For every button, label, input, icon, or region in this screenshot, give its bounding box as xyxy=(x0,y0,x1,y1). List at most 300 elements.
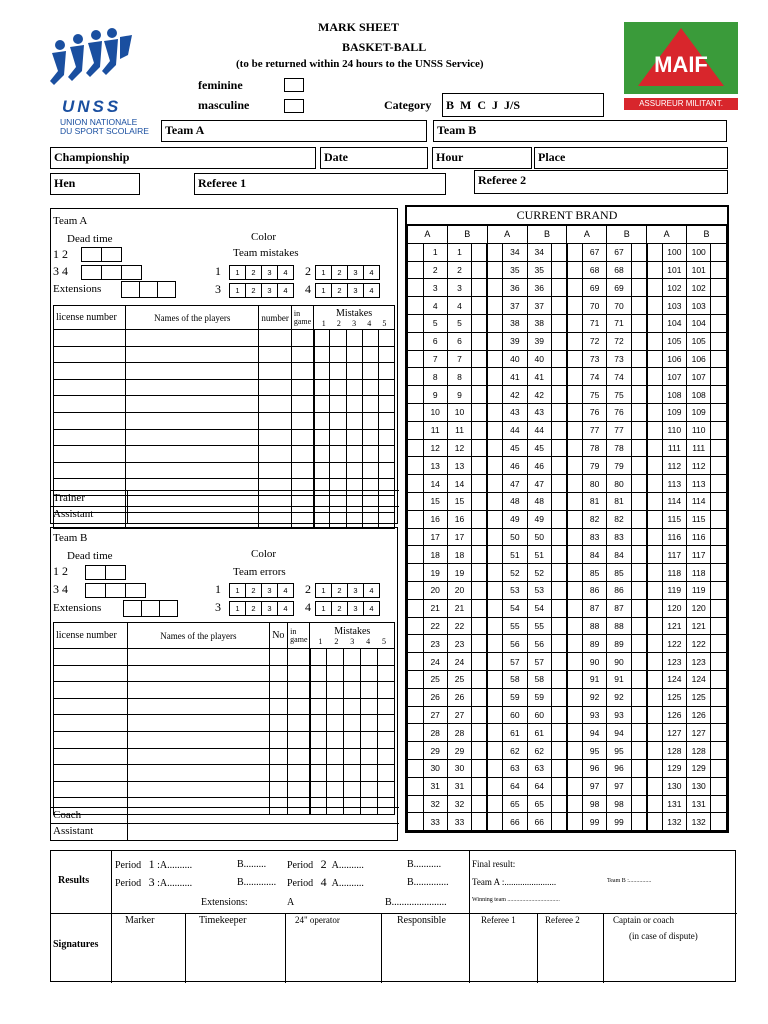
score-number[interactable]: 82 xyxy=(607,510,631,528)
score-mark-cell[interactable] xyxy=(487,653,503,671)
table-row[interactable] xyxy=(54,665,395,682)
table-row[interactable] xyxy=(54,781,395,798)
score-row[interactable] xyxy=(408,386,727,404)
score-number[interactable]: 57 xyxy=(503,653,527,671)
score-mark-cell[interactable] xyxy=(647,813,663,831)
score-mark-cell[interactable] xyxy=(487,795,503,813)
score-number[interactable]: 57 xyxy=(527,653,551,671)
score-number[interactable]: 40 xyxy=(527,350,551,368)
score-number[interactable]: 36 xyxy=(527,279,551,297)
score-row[interactable] xyxy=(408,706,727,724)
score-mark-cell[interactable] xyxy=(551,795,567,813)
score-mark-cell[interactable] xyxy=(631,635,647,653)
foul-box[interactable]: 1 xyxy=(316,584,332,598)
team-a-fouls-q1[interactable] xyxy=(229,265,294,280)
score-number[interactable]: 46 xyxy=(503,457,527,475)
score-row[interactable] xyxy=(408,635,727,653)
score-number[interactable]: 112 xyxy=(687,457,711,475)
score-mark-cell[interactable] xyxy=(487,670,503,688)
score-number[interactable]: 73 xyxy=(582,350,606,368)
score-mark-cell[interactable] xyxy=(631,332,647,350)
team-b-fouls-q1[interactable] xyxy=(229,583,294,598)
score-mark-cell[interactable] xyxy=(487,368,503,386)
score-number[interactable]: 12 xyxy=(423,439,447,457)
score-mark-cell[interactable] xyxy=(472,635,488,653)
score-number[interactable]: 74 xyxy=(582,368,606,386)
score-number[interactable]: 106 xyxy=(687,350,711,368)
score-number[interactable]: 96 xyxy=(582,759,606,777)
score-mark-cell[interactable] xyxy=(551,279,567,297)
team-b-roster[interactable] xyxy=(53,622,395,815)
score-number[interactable]: 17 xyxy=(423,528,447,546)
score-number[interactable]: 22 xyxy=(447,617,471,635)
score-mark-cell[interactable] xyxy=(711,439,727,457)
foul-box[interactable]: 2 xyxy=(246,584,262,598)
foul-box[interactable]: 1 xyxy=(316,602,332,616)
score-number[interactable]: 50 xyxy=(527,528,551,546)
score-number[interactable]: 79 xyxy=(607,457,631,475)
score-mark-cell[interactable] xyxy=(567,475,583,493)
extensions-b[interactable]: B...................... xyxy=(385,897,447,908)
score-number[interactable]: 94 xyxy=(607,724,631,742)
score-mark-cell[interactable] xyxy=(711,795,727,813)
score-mark-cell[interactable] xyxy=(472,777,488,795)
score-mark-cell[interactable] xyxy=(647,386,663,404)
score-number[interactable]: 115 xyxy=(662,510,686,528)
foul-box[interactable]: 2 xyxy=(332,284,348,298)
score-row[interactable] xyxy=(408,670,727,688)
score-number[interactable]: 90 xyxy=(607,653,631,671)
score-mark-cell[interactable] xyxy=(567,403,583,421)
score-mark-cell[interactable] xyxy=(408,386,424,404)
score-mark-cell[interactable] xyxy=(487,421,503,439)
score-mark-cell[interactable] xyxy=(551,546,567,564)
score-mark-cell[interactable] xyxy=(647,439,663,457)
score-number[interactable]: 67 xyxy=(607,243,631,261)
foul-box[interactable]: 1 xyxy=(230,602,246,616)
team-b-extension-boxes[interactable] xyxy=(123,600,178,617)
score-mark-cell[interactable] xyxy=(472,813,488,831)
score-mark-cell[interactable] xyxy=(647,332,663,350)
score-number[interactable]: 56 xyxy=(503,635,527,653)
score-mark-cell[interactable] xyxy=(408,332,424,350)
foul-box[interactable]: 4 xyxy=(278,284,294,298)
table-row[interactable] xyxy=(54,698,395,715)
score-mark-cell[interactable] xyxy=(487,386,503,404)
score-number[interactable]: 98 xyxy=(582,795,606,813)
score-mark-cell[interactable] xyxy=(551,386,567,404)
score-number[interactable]: 58 xyxy=(527,670,551,688)
score-mark-cell[interactable] xyxy=(631,261,647,279)
foul-box[interactable]: 2 xyxy=(246,284,262,298)
score-mark-cell[interactable] xyxy=(408,581,424,599)
score-mark-cell[interactable] xyxy=(472,759,488,777)
score-number[interactable]: 104 xyxy=(662,314,686,332)
score-mark-cell[interactable] xyxy=(472,403,488,421)
score-row[interactable] xyxy=(408,581,727,599)
table-row[interactable] xyxy=(54,429,395,446)
score-mark-cell[interactable] xyxy=(647,261,663,279)
score-number[interactable]: 100 xyxy=(687,243,711,261)
score-number[interactable]: 8 xyxy=(423,368,447,386)
score-number[interactable]: 68 xyxy=(582,261,606,279)
score-mark-cell[interactable] xyxy=(631,777,647,795)
hour-field[interactable]: Hour xyxy=(432,147,532,169)
team-b-fouls-q2[interactable] xyxy=(315,583,380,598)
team-b-timeout-34[interactable] xyxy=(85,583,146,598)
score-mark-cell[interactable] xyxy=(551,492,567,510)
score-mark-cell[interactable] xyxy=(647,297,663,315)
score-number[interactable]: 76 xyxy=(582,403,606,421)
score-mark-cell[interactable] xyxy=(487,279,503,297)
score-mark-cell[interactable] xyxy=(472,546,488,564)
score-mark-cell[interactable] xyxy=(487,599,503,617)
score-mark-cell[interactable] xyxy=(647,617,663,635)
score-number[interactable]: 62 xyxy=(503,742,527,760)
score-mark-cell[interactable] xyxy=(631,759,647,777)
score-mark-cell[interactable] xyxy=(472,314,488,332)
score-number[interactable]: 88 xyxy=(582,617,606,635)
score-number[interactable]: 89 xyxy=(582,635,606,653)
score-mark-cell[interactable] xyxy=(472,279,488,297)
score-number[interactable]: 91 xyxy=(607,670,631,688)
score-mark-cell[interactable] xyxy=(647,581,663,599)
score-mark-cell[interactable] xyxy=(551,350,567,368)
score-mark-cell[interactable] xyxy=(408,777,424,795)
score-mark-cell[interactable] xyxy=(711,724,727,742)
sig-timekeeper[interactable]: Timekeeper xyxy=(199,915,247,926)
score-mark-cell[interactable] xyxy=(472,439,488,457)
score-mark-cell[interactable] xyxy=(711,742,727,760)
score-mark-cell[interactable] xyxy=(408,670,424,688)
score-number[interactable]: 94 xyxy=(582,724,606,742)
score-number[interactable]: 21 xyxy=(423,599,447,617)
table-row[interactable] xyxy=(54,765,395,782)
score-mark-cell[interactable] xyxy=(647,279,663,297)
score-mark-cell[interactable] xyxy=(711,777,727,795)
score-mark-cell[interactable] xyxy=(567,332,583,350)
score-number[interactable]: 31 xyxy=(423,777,447,795)
score-row[interactable] xyxy=(408,510,727,528)
score-number[interactable]: 69 xyxy=(582,279,606,297)
score-mark-cell[interactable] xyxy=(408,421,424,439)
score-number[interactable]: 5 xyxy=(423,314,447,332)
score-number[interactable]: 121 xyxy=(687,617,711,635)
score-number[interactable]: 6 xyxy=(447,332,471,350)
score-mark-cell[interactable] xyxy=(647,403,663,421)
score-number[interactable]: 8 xyxy=(447,368,471,386)
score-mark-cell[interactable] xyxy=(472,457,488,475)
score-number[interactable]: 115 xyxy=(687,510,711,528)
score-mark-cell[interactable] xyxy=(408,403,424,421)
score-mark-cell[interactable] xyxy=(631,599,647,617)
score-number[interactable]: 61 xyxy=(527,724,551,742)
foul-box[interactable]: 3 xyxy=(348,284,364,298)
score-number[interactable]: 125 xyxy=(662,688,686,706)
score-mark-cell[interactable] xyxy=(631,243,647,261)
score-number[interactable]: 52 xyxy=(527,564,551,582)
score-number[interactable]: 65 xyxy=(503,795,527,813)
score-mark-cell[interactable] xyxy=(631,688,647,706)
score-number[interactable]: 1 xyxy=(423,243,447,261)
score-mark-cell[interactable] xyxy=(551,706,567,724)
score-number[interactable]: 44 xyxy=(527,421,551,439)
score-mark-cell[interactable] xyxy=(631,670,647,688)
score-mark-cell[interactable] xyxy=(631,439,647,457)
score-number[interactable]: 121 xyxy=(662,617,686,635)
score-number[interactable]: 4 xyxy=(447,297,471,315)
score-number[interactable]: 88 xyxy=(607,617,631,635)
score-number[interactable]: 111 xyxy=(662,439,686,457)
score-number[interactable]: 77 xyxy=(607,421,631,439)
score-row[interactable] xyxy=(408,564,727,582)
score-number[interactable]: 23 xyxy=(423,635,447,653)
score-mark-cell[interactable] xyxy=(647,510,663,528)
sig-referee2[interactable]: Referee 2 xyxy=(545,915,580,925)
score-mark-cell[interactable] xyxy=(551,403,567,421)
score-mark-cell[interactable] xyxy=(631,795,647,813)
score-number[interactable]: 11 xyxy=(447,421,471,439)
score-mark-cell[interactable] xyxy=(487,261,503,279)
score-number[interactable]: 118 xyxy=(687,564,711,582)
score-mark-cell[interactable] xyxy=(551,314,567,332)
score-number[interactable]: 19 xyxy=(423,564,447,582)
score-number[interactable]: 106 xyxy=(662,350,686,368)
score-mark-cell[interactable] xyxy=(567,617,583,635)
foul-box[interactable]: 4 xyxy=(364,284,380,298)
score-number[interactable]: 65 xyxy=(527,795,551,813)
score-row[interactable] xyxy=(408,688,727,706)
score-mark-cell[interactable] xyxy=(408,492,424,510)
score-number[interactable]: 117 xyxy=(662,546,686,564)
team-b-timeout-12[interactable] xyxy=(85,565,126,580)
score-number[interactable]: 7 xyxy=(447,350,471,368)
score-mark-cell[interactable] xyxy=(487,314,503,332)
score-mark-cell[interactable] xyxy=(711,706,727,724)
score-number[interactable]: 124 xyxy=(662,670,686,688)
score-mark-cell[interactable] xyxy=(408,635,424,653)
score-row[interactable] xyxy=(408,297,727,315)
score-number[interactable]: 113 xyxy=(687,475,711,493)
score-number[interactable]: 86 xyxy=(607,581,631,599)
score-number[interactable]: 63 xyxy=(503,759,527,777)
score-mark-cell[interactable] xyxy=(408,813,424,831)
foul-box[interactable]: 2 xyxy=(332,266,348,280)
score-number[interactable]: 77 xyxy=(582,421,606,439)
score-number[interactable]: 126 xyxy=(662,706,686,724)
score-mark-cell[interactable] xyxy=(408,475,424,493)
score-mark-cell[interactable] xyxy=(711,368,727,386)
score-number[interactable]: 9 xyxy=(423,386,447,404)
score-mark-cell[interactable] xyxy=(551,777,567,795)
score-mark-cell[interactable] xyxy=(408,457,424,475)
score-mark-cell[interactable] xyxy=(551,599,567,617)
score-number[interactable]: 63 xyxy=(527,759,551,777)
score-mark-cell[interactable] xyxy=(711,759,727,777)
sig-referee1[interactable]: Referee 1 xyxy=(481,915,516,925)
score-row[interactable] xyxy=(408,528,727,546)
score-number[interactable]: 87 xyxy=(582,599,606,617)
score-number[interactable]: 95 xyxy=(582,742,606,760)
score-number[interactable]: 12 xyxy=(447,439,471,457)
score-number[interactable]: 73 xyxy=(607,350,631,368)
score-number[interactable]: 30 xyxy=(447,759,471,777)
score-number[interactable]: 59 xyxy=(527,688,551,706)
score-mark-cell[interactable] xyxy=(487,510,503,528)
score-mark-cell[interactable] xyxy=(551,617,567,635)
score-mark-cell[interactable] xyxy=(487,813,503,831)
score-mark-cell[interactable] xyxy=(472,564,488,582)
table-row[interactable] xyxy=(54,446,395,463)
score-mark-cell[interactable] xyxy=(711,421,727,439)
score-mark-cell[interactable] xyxy=(487,528,503,546)
score-mark-cell[interactable] xyxy=(551,653,567,671)
score-mark-cell[interactable] xyxy=(567,492,583,510)
score-number[interactable]: 21 xyxy=(447,599,471,617)
final-team-b[interactable]: Team B :............... xyxy=(607,878,652,884)
foul-box[interactable]: 4 xyxy=(364,584,380,598)
score-number[interactable]: 76 xyxy=(607,403,631,421)
score-mark-cell[interactable] xyxy=(567,813,583,831)
score-row[interactable] xyxy=(408,243,727,261)
score-mark-cell[interactable] xyxy=(408,350,424,368)
score-mark-cell[interactable] xyxy=(711,581,727,599)
score-mark-cell[interactable] xyxy=(487,742,503,760)
score-number[interactable]: 104 xyxy=(687,314,711,332)
score-number[interactable]: 40 xyxy=(503,350,527,368)
score-mark-cell[interactable] xyxy=(551,261,567,279)
score-mark-cell[interactable] xyxy=(472,617,488,635)
score-mark-cell[interactable] xyxy=(472,742,488,760)
place-field[interactable]: Place xyxy=(534,147,728,169)
score-mark-cell[interactable] xyxy=(408,759,424,777)
score-mark-cell[interactable] xyxy=(472,243,488,261)
team-b-fouls-q3[interactable] xyxy=(229,601,294,616)
score-number[interactable]: 39 xyxy=(527,332,551,350)
score-number[interactable]: 95 xyxy=(607,742,631,760)
score-mark-cell[interactable] xyxy=(647,777,663,795)
score-number[interactable]: 71 xyxy=(582,314,606,332)
score-number[interactable]: 78 xyxy=(607,439,631,457)
score-mark-cell[interactable] xyxy=(487,688,503,706)
score-mark-cell[interactable] xyxy=(567,759,583,777)
score-number[interactable]: 48 xyxy=(527,492,551,510)
score-number[interactable]: 109 xyxy=(662,403,686,421)
foul-box[interactable]: 4 xyxy=(364,266,380,280)
score-mark-cell[interactable] xyxy=(647,457,663,475)
score-mark-cell[interactable] xyxy=(711,279,727,297)
score-mark-cell[interactable] xyxy=(408,528,424,546)
score-number[interactable]: 96 xyxy=(607,759,631,777)
score-mark-cell[interactable] xyxy=(472,492,488,510)
period-2-b[interactable]: B........... xyxy=(407,859,442,870)
score-mark-cell[interactable] xyxy=(408,261,424,279)
score-number[interactable]: 87 xyxy=(607,599,631,617)
score-number[interactable]: 47 xyxy=(503,475,527,493)
table-row[interactable] xyxy=(54,748,395,765)
score-number[interactable]: 14 xyxy=(423,475,447,493)
foul-box[interactable]: 2 xyxy=(332,602,348,616)
score-number[interactable]: 92 xyxy=(607,688,631,706)
score-mark-cell[interactable] xyxy=(408,795,424,813)
foul-box[interactable]: 1 xyxy=(230,266,246,280)
score-mark-cell[interactable] xyxy=(647,759,663,777)
score-number[interactable]: 127 xyxy=(662,724,686,742)
score-mark-cell[interactable] xyxy=(711,510,727,528)
score-mark-cell[interactable] xyxy=(711,546,727,564)
foul-box[interactable]: 3 xyxy=(262,266,278,280)
score-mark-cell[interactable] xyxy=(408,564,424,582)
score-mark-cell[interactable] xyxy=(472,297,488,315)
score-number[interactable]: 81 xyxy=(582,492,606,510)
score-number[interactable]: 100 xyxy=(662,243,686,261)
score-mark-cell[interactable] xyxy=(631,492,647,510)
score-mark-cell[interactable] xyxy=(567,350,583,368)
score-mark-cell[interactable] xyxy=(647,350,663,368)
score-number[interactable]: 124 xyxy=(687,670,711,688)
score-number[interactable]: 80 xyxy=(582,475,606,493)
score-number[interactable]: 38 xyxy=(527,314,551,332)
score-number[interactable]: 7 xyxy=(423,350,447,368)
score-number[interactable]: 25 xyxy=(447,670,471,688)
score-number[interactable]: 54 xyxy=(503,599,527,617)
score-mark-cell[interactable] xyxy=(567,421,583,439)
score-mark-cell[interactable] xyxy=(408,688,424,706)
score-mark-cell[interactable] xyxy=(711,653,727,671)
sig-responsible[interactable]: Responsible xyxy=(397,915,446,926)
score-number[interactable]: 110 xyxy=(662,421,686,439)
score-number[interactable]: 39 xyxy=(503,332,527,350)
score-number[interactable]: 54 xyxy=(527,599,551,617)
score-number[interactable]: 16 xyxy=(447,510,471,528)
score-row[interactable] xyxy=(408,724,727,742)
score-mark-cell[interactable] xyxy=(567,688,583,706)
team-a-fouls-q4[interactable] xyxy=(315,283,380,298)
score-mark-cell[interactable] xyxy=(711,617,727,635)
score-mark-cell[interactable] xyxy=(711,350,727,368)
table-row[interactable] xyxy=(54,682,395,699)
score-mark-cell[interactable] xyxy=(551,457,567,475)
score-mark-cell[interactable] xyxy=(647,492,663,510)
score-number[interactable]: 85 xyxy=(607,564,631,582)
score-row[interactable] xyxy=(408,421,727,439)
score-number[interactable]: 35 xyxy=(527,261,551,279)
foul-box[interactable]: 4 xyxy=(278,602,294,616)
score-mark-cell[interactable] xyxy=(487,777,503,795)
score-number[interactable]: 2 xyxy=(447,261,471,279)
foul-box[interactable]: 3 xyxy=(262,602,278,616)
period-1-b[interactable]: B......... xyxy=(237,859,267,870)
score-number[interactable]: 84 xyxy=(607,546,631,564)
score-number[interactable]: 45 xyxy=(527,439,551,457)
score-number[interactable]: 15 xyxy=(447,492,471,510)
score-number[interactable]: 110 xyxy=(687,421,711,439)
score-number[interactable]: 66 xyxy=(503,813,527,831)
score-mark-cell[interactable] xyxy=(487,332,503,350)
category-field[interactable]: B M C J J/S xyxy=(442,93,604,117)
score-mark-cell[interactable] xyxy=(472,581,488,599)
sig-operator[interactable]: 24" operator xyxy=(295,915,340,925)
score-number[interactable]: 72 xyxy=(607,332,631,350)
score-mark-cell[interactable] xyxy=(711,386,727,404)
score-number[interactable]: 14 xyxy=(447,475,471,493)
score-number[interactable]: 113 xyxy=(662,475,686,493)
score-number[interactable]: 11 xyxy=(423,421,447,439)
score-row[interactable] xyxy=(408,332,727,350)
table-row[interactable] xyxy=(54,462,395,479)
score-mark-cell[interactable] xyxy=(551,688,567,706)
score-mark-cell[interactable] xyxy=(551,297,567,315)
